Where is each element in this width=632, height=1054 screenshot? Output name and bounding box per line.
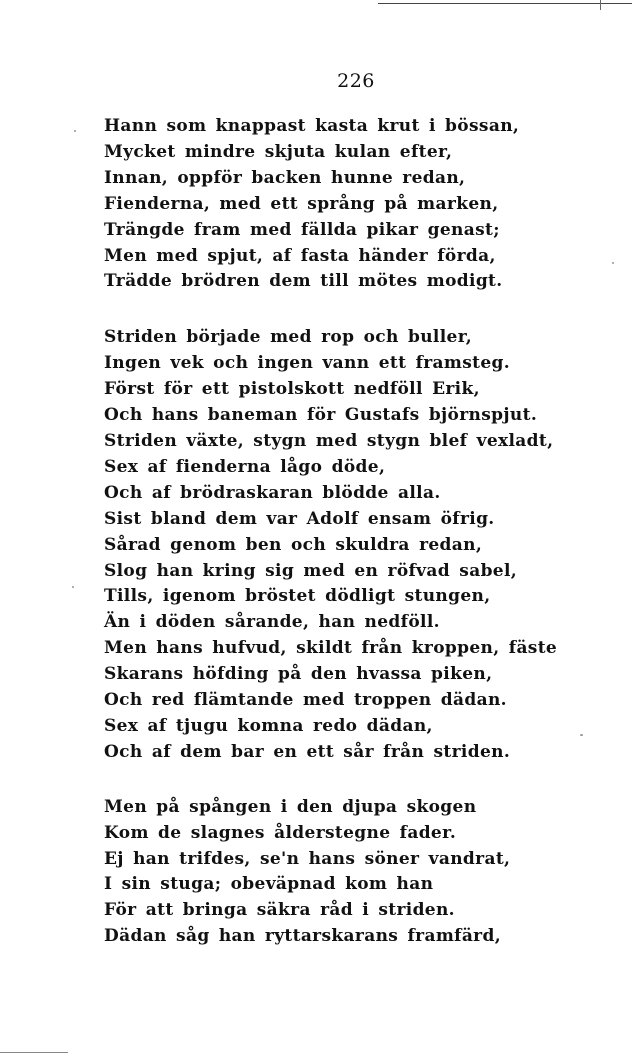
top-edge-rule	[378, 3, 632, 4]
poem-line: Men med spjut, af fasta händer förda,	[104, 245, 496, 266]
stanza-2	[104, 325, 624, 765]
page-number: 226	[337, 70, 375, 92]
poem-line: Sårad genom ben och skuldra redan,	[104, 534, 483, 555]
poem-line: Sex af fienderna lågo döde,	[104, 456, 386, 477]
poem-line: Och af brödraskaran blödde alla.	[104, 482, 441, 503]
poem-line: I sin stuga; obeväpnad kom han	[104, 874, 434, 895]
poem-line: Sist bland dem var Adolf ensam öfrig.	[104, 508, 495, 529]
poem-line: Men hans hufvud, skildt från kroppen, fäste	[104, 638, 558, 659]
poem-line: Men på spången i den djupa skogen	[104, 796, 477, 817]
paper-speck	[612, 262, 614, 264]
poem-line: Striden växte, stygn med stygn blef vexladt,	[104, 430, 554, 451]
poem-line: Trängde fram med fällda pikar genast;	[104, 219, 500, 240]
poem-line: Och hans baneman för Gustafs björnspjut.	[104, 405, 538, 426]
poem-line: Trädde brödren dem till mötes modigt.	[104, 271, 503, 292]
poem-body	[104, 114, 624, 950]
poem-line: Slog han kring sig med en röfvad sabel,	[104, 560, 518, 581]
poem-line: Dädan såg han ryttarskarans framfärd,	[104, 926, 501, 947]
stanza-gap	[104, 766, 624, 795]
stanza-3	[104, 795, 624, 950]
poem-line: Och af dem bar en ett sår från striden.	[104, 741, 511, 762]
poem-line: Fienderna, med ett språng på marken,	[104, 193, 499, 214]
paper-speck	[580, 734, 583, 736]
poem-line: Innan, oppför backen hunne redan,	[104, 167, 466, 188]
poem-line: Tills, igenom bröstet dödligt stungen,	[104, 586, 491, 607]
poem-line: Sex af tjugu komna redo dädan,	[104, 715, 433, 736]
poem-line: Ingen vek och ingen vann ett framsteg.	[104, 353, 511, 374]
bottom-edge-rule	[0, 1052, 68, 1053]
stanza-gap	[104, 295, 624, 325]
poem-line: Striden började med rop och buller,	[104, 327, 473, 348]
poem-line: Kom de slagnes ålderstegne fader.	[104, 822, 457, 843]
poem-line: Och red flämtande med troppen dädan.	[104, 690, 507, 711]
paper-speck	[74, 130, 76, 132]
poem-line: Än i döden sårande, han nedföll.	[104, 612, 440, 633]
paper-speck	[72, 586, 74, 588]
poem-line: För att bringa säkra råd i striden.	[104, 900, 455, 921]
poem-line: Hann som knappast kasta krut i bössan,	[104, 116, 520, 136]
stanza-1	[104, 114, 624, 295]
poem-line: Ej han trifdes, se'n hans söner vandrat,	[104, 848, 511, 869]
poem-line: Skarans höfding på den hvassa piken,	[104, 664, 493, 685]
poem-line: Först för ett pistolskott nedföll Erik,	[104, 379, 480, 400]
poem-line: Mycket mindre skjuta kulan efter,	[104, 141, 453, 162]
top-edge-mark	[600, 0, 601, 10]
